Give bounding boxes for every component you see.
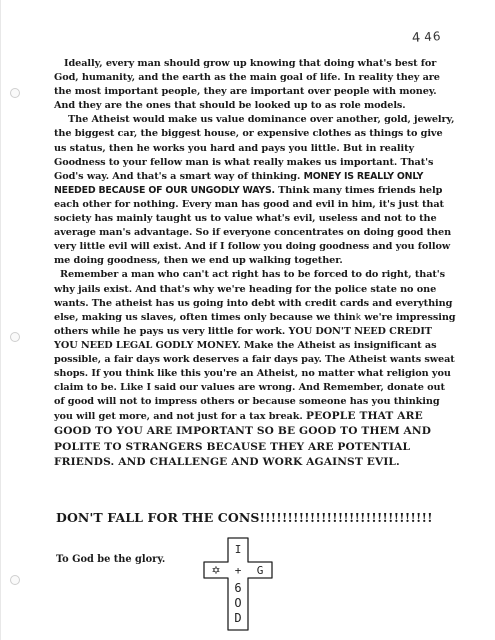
cross-vertical-letter-3: D <box>234 611 242 625</box>
paragraph-3-handwritten-correction: k <box>355 312 361 323</box>
handwritten-page-number <box>412 29 443 46</box>
closing-line: To God be the glory. <box>56 554 166 565</box>
paragraph-3-caps: PEOPLE THAT ARE GOOD TO YOU ARE IMPORTANT SO BE GOOD TO THEM AND POLITE TO STRANGERS BECAUSE THEY ARE POTENTIAL FRIENDS. AND CHALLENGE AND WORK AGAINST EVIL. <box>54 410 432 468</box>
hand-drawn-cross <box>200 536 280 632</box>
page-number-first: 4 <box>411 30 422 47</box>
punch-hole-bottom <box>10 575 20 585</box>
cross-vertical-letter-1: 6 <box>234 581 242 595</box>
cross-right-letter: G <box>256 564 264 577</box>
cross-vertical-letter-2: O <box>234 596 242 610</box>
paragraph-3 <box>54 268 458 469</box>
paragraph-1: Ideally, every man should grow up knowing that doing what's best for God, humanity, and the earth as the main goal of life. In reality they are the most important people, they are important over people with money. And they are the ones that should be looked up to as role models. <box>54 58 440 112</box>
star-of-david-icon: ✡ <box>211 564 221 577</box>
cons-heading: DON'T FALL FOR THE CONS!!!!!!!!!!!!!!!!!!!!!!!!!!!!!!! <box>56 510 433 525</box>
punch-hole-middle <box>10 332 20 342</box>
cross-center-mark: + <box>234 564 242 577</box>
paragraph-3-text-a: Remember a man who can't act right has to be forced to do right, that's why jails exist. And that's why we're heading for the police state no one wants. The atheist has us going into debt with credit cards and everything else, making us slaves, often times only because we thin <box>54 269 453 323</box>
paragraph-2-caps: MONEY IS REALLY ONLY NEEDED BECAUSE OF OUR UNGODLY WAYS. <box>54 170 424 196</box>
punch-hole-top <box>10 88 20 98</box>
paragraph-3-text-b: we're impressing others while he pays us very little for work. YOU DON'T NEED CREDIT YOU NEED LEGAL GODLY MONEY. Make the Atheist as insignificant as possible, a fair days work deserves a fair days pay. The Atheist wants sweat shops. If you think like this you're an Atheist, no matter what religion you claim to be. Like I said our values are wrong. And Remember, donate out of good will not to impress others or because someone has you thinking you will get more, and not just for a tax break. <box>54 311 456 423</box>
page-number-second: 46 <box>423 28 442 45</box>
document-body <box>54 57 458 470</box>
paragraph-2-text-b: Think many times friends help each other for nothing. Every man has good and evil in him, it's just that society has mainly taught us to value what's evil, useless and not to the average man's advantage. So if everyone concentrates on doing good then very little evil will exist. And if I follow you doing goodness and you follow me doing goodness, then we end up walking together. <box>54 184 452 267</box>
paragraph-2 <box>54 113 458 268</box>
cross-top-letter: I <box>234 543 242 556</box>
paragraph-2-text-a: The Atheist would make us value dominance over another, gold, jewelry, the biggest car, the biggest house, or expensive clothes as things to give us status, then he works you hard and pays you little. But in reality Goodness to your fellow man is what really makes us important. That's God's way. And that's a smart way of thinking. <box>54 114 455 182</box>
